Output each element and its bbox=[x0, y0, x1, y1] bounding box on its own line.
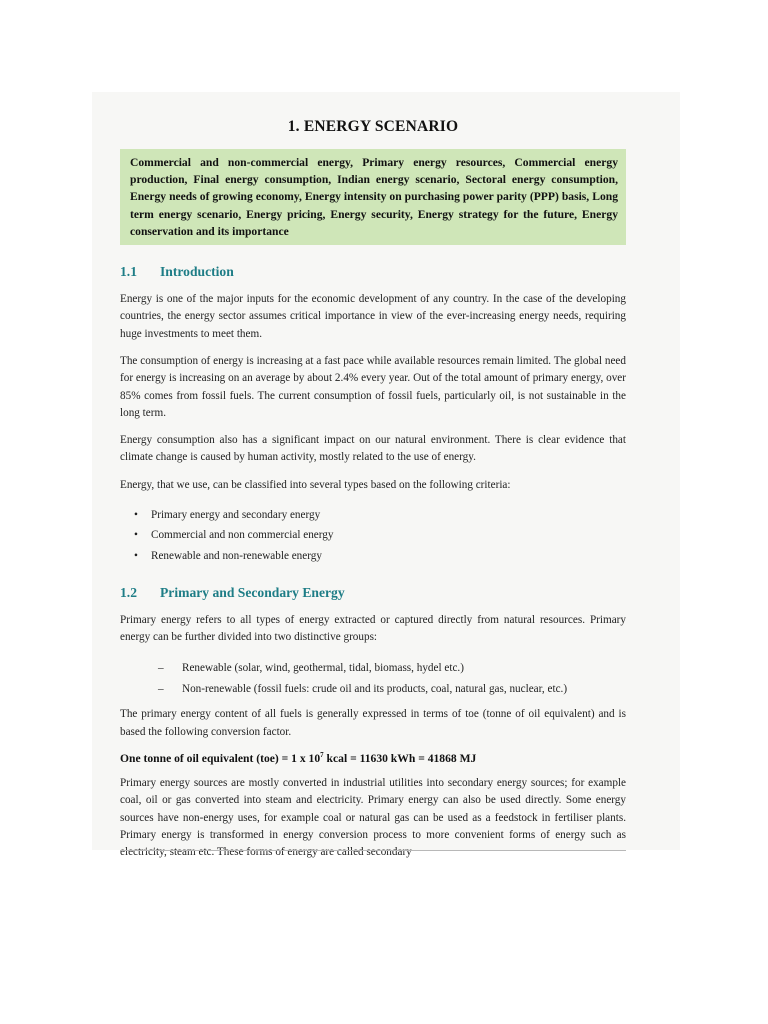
section-heading-primary-secondary bbox=[120, 585, 626, 601]
paragraph: Energy, that we use, can be classified into several types based on the following criteria: bbox=[120, 478, 511, 491]
bullet-icon: • bbox=[134, 508, 138, 521]
paragraph: Primary energy sources are mostly converted in industrial utilities into secondary energy sources; for example coal, oil or gas converted into steam and electricity. Primary energy can also be used directly. Some energy sources have non-energy uses, for example coal or natural gas can be used as a feedstock in fertiliser plants. Primary energy is transformed in energy conversion process to more convenient forms of energy such as electricity, steam etc. These forms of energy are called secondary bbox=[120, 776, 626, 859]
paragraph: Energy consumption also has a significant impact on our natural environment. There is clear evidence that climate change is caused by human activity, mostly related to the use of energy. bbox=[120, 434, 626, 464]
exponent: 7 bbox=[320, 751, 324, 760]
section-title: Primary and Secondary Energy bbox=[160, 584, 345, 600]
chapter-keywords-box: Commercial and non-commercial energy, Primary energy resources, Commercial energy production, Final energy consumption, Indian energy scenario, Sectoral energy consumption, Energy needs of growing economy, Energy intensity on purchasing power parity (PPP) basis, Long term energy scenario, Energy pricing, Energy security, Energy strategy for the future, Energy conservation and its importance bbox=[120, 149, 626, 245]
energy-groups-list bbox=[120, 658, 626, 700]
section-number: 1.1 bbox=[120, 264, 137, 280]
paragraph: The consumption of energy is increasing at a fast pace while available resources remain limited. The global need for energy is increasing on an average by about 2.4% every year. Out of the total amount of primary energy, over 85% comes from fossil fuels. The current consumption of fossil fuels, particularly oil, is not sustainable in the long term. bbox=[120, 354, 626, 419]
dash-icon: – bbox=[158, 683, 164, 696]
footer-divider bbox=[120, 850, 626, 851]
section-title: Introduction bbox=[160, 264, 234, 280]
bullet-icon: • bbox=[134, 549, 138, 562]
document-page bbox=[120, 92, 626, 861]
bullet-icon: • bbox=[134, 529, 138, 542]
paragraph: Primary energy refers to all types of energy extracted or captured directly from natural resources. Primary energy can be further divided into two distinctive groups: bbox=[120, 613, 626, 644]
criteria-list bbox=[120, 505, 626, 566]
section-heading-introduction bbox=[120, 264, 626, 280]
paragraph: The primary energy content of all fuels is generally expressed in terms of toe (tonne of oil equivalent) and is based the following conversion factor. bbox=[120, 708, 626, 738]
list-item: – Non-renewable (fossil fuels: crude oil and its products, coal, natural gas, nuclear, etc.) bbox=[158, 679, 626, 700]
section-number: 1.2 bbox=[120, 584, 137, 600]
chapter-title: 1. ENERGY SCENARIO bbox=[287, 118, 459, 135]
paragraph: Energy is one of the major inputs for the economic development of any country. In the case of the developing countries, the energy sector assumes critical importance in view of the ever-increasing energy needs, requiring huge investments to meet them. bbox=[120, 293, 626, 340]
dash-icon: – bbox=[158, 662, 164, 675]
list-item: • Commercial and non commercial energy bbox=[134, 525, 626, 545]
list-item: • Primary energy and secondary energy bbox=[134, 505, 626, 525]
list-item: – Renewable (solar, wind, geothermal, tidal, biomass, hydel etc.) bbox=[158, 658, 626, 679]
conversion-formula: One tonne of oil equivalent (toe) = 1 x $10^7$ kcal = 11630 kWh = 41868 MJ bbox=[120, 751, 477, 765]
list-item: • Renewable and non-renewable energy bbox=[134, 546, 626, 566]
